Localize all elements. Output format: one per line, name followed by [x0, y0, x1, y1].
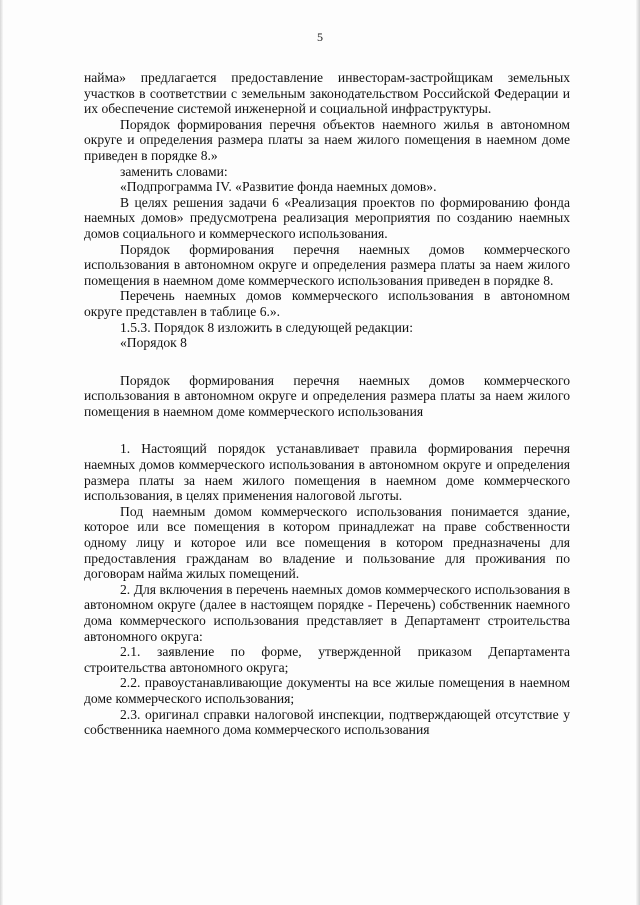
page-number: 5 [317, 30, 323, 44]
clause-1: 1. Настоящий порядок устанавливает правила формирования перечня наемных домов коммерческого использования в автономном округе и определения размера платы за наем жилого помещения в наемном доме коммерческого использования, в целях применения налоговой льготы. [84, 441, 570, 504]
paragraph-continuation: найма» предлагается предоставление инвесторам-застройщикам земельных участков в соответствии с земельным законодательством Российской Федерации и их обеспечение системой инженерной и социальной инфраструктуры. [84, 70, 570, 117]
clause-2-1: 2.1. заявление по форме, утвержденной приказом Департамента строительства автономного округа; [84, 644, 570, 675]
paragraph-replace-with: заменить словами: [120, 163, 228, 179]
paragraph-task-6: В целях решения задачи 6 «Реализация проектов по формированию фонда наемных домов» предусмотрена реализация мероприятия по созданию наемных домов социального и коммерческого использования. [84, 194, 570, 241]
page-left-edge [0, 0, 3, 905]
paragraph-1-5-3: 1.5.3. Порядок 8 изложить в следующей редакции: [120, 319, 413, 335]
paragraph-order-reference: Порядок формирования перечня объектов наемного жилья в автономном округе и определения размера платы за наем жилого помещения в наемном доме приведен в порядке 8.» [84, 116, 570, 163]
paragraph-commercial-order: Порядок формирования перечня наемных домов коммерческого использования в автономном округе и определения размера платы за наем жилого помещения в наемном доме коммерческого использования приведен в порядке 8. [84, 241, 570, 288]
page-right-edge [636, 0, 640, 905]
paragraph-subprogram-title: «Подпрограмма IV. «Развитие фонда наемных домов». [120, 179, 437, 195]
document-body [84, 70, 570, 738]
order-8-heading: «Порядок 8 [120, 335, 187, 351]
clause-2: 2. Для включения в перечень наемных домов коммерческого использования в автономном округе (далее в настоящем порядке - Перечень) собственник наемного дома коммерческого использования представляет в Департамент строительства автономного округа: [84, 581, 570, 644]
order-8-title: Порядок формирования перечня наемных домов коммерческого использования в автономном округе и определения размера платы за наем жилого помещения в наемном доме коммерческого использования [84, 372, 570, 419]
clause-1-definition: Под наемным домом коммерческого использования понимается здание, которое или все помещения в котором принадлежат на праве собственности одному лицу и которое или все помещения в котором предназначены для предоставления гражданам во владение и пользование для проживания по договорам найма жилых помещений. [84, 503, 570, 582]
paragraph-table-6: Перечень наемных домов коммерческого использования в автономном округе представлен в таблице 6.». [84, 288, 570, 319]
clause-2-3: 2.3. оригинал справки налоговой инспекции, подтверждающей отсутствие у собственника наемного дома коммерческого использования [84, 706, 570, 738]
clause-2-2: 2.2. правоустанавливающие документы на все жилые помещения в наемном доме коммерческого использования; [84, 675, 570, 706]
